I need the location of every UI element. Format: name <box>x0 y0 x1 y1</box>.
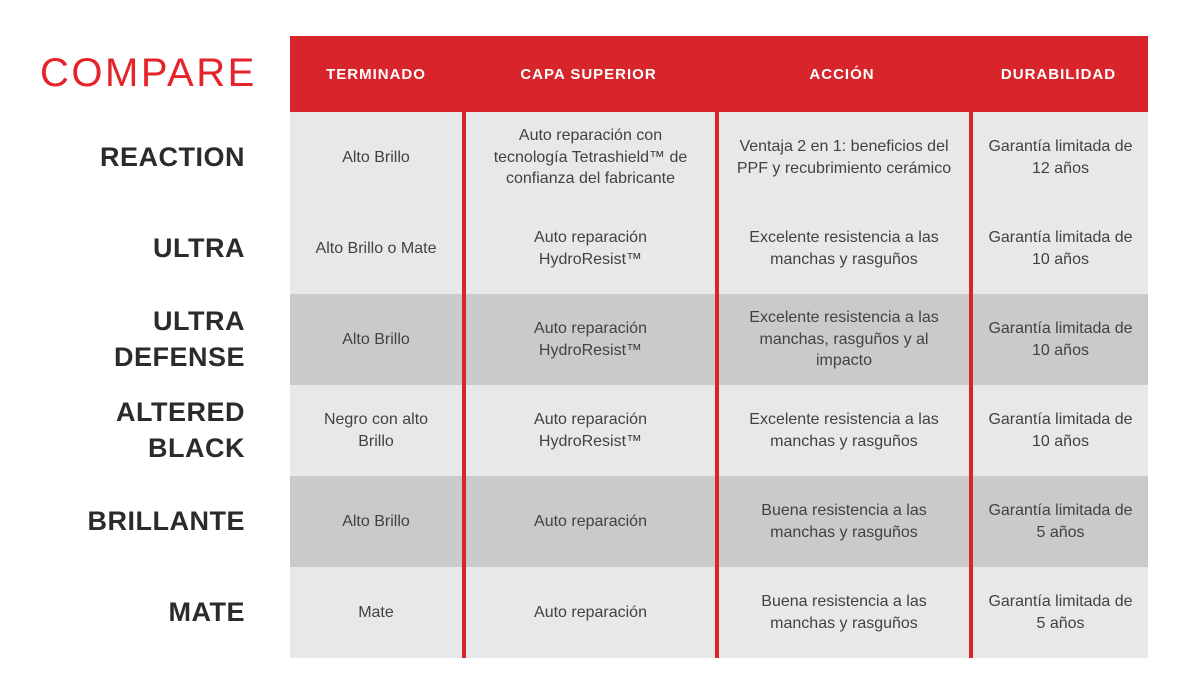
cell-reaction-accion: Ventaja 2 en 1: beneficios del PPF y recubrimiento cerámico <box>715 112 969 203</box>
cell-mate-capa-superior: Auto reparación <box>462 567 715 658</box>
cell-brillante-capa-superior: Auto reparación <box>462 476 715 567</box>
cell-mate-durabilidad: Garantía limitada de 5 años <box>969 567 1148 658</box>
table-row-altered-black <box>290 385 1148 476</box>
product-name: ALTERED BLACK <box>116 397 245 463</box>
column-header-durabilidad: DURABILIDAD <box>1000 65 1117 83</box>
product-name: REACTION <box>100 141 245 172</box>
column-header-capa-superior: CAPA SUPERIOR <box>520 65 657 83</box>
row-label-ultra <box>0 203 245 294</box>
cell-ultra-durabilidad: Garantía limitada de 10 años <box>969 203 1148 294</box>
product-name: BRILLANTE <box>87 505 245 536</box>
table-header-row <box>290 36 1148 112</box>
cell-mate-accion: Buena resistencia a las manchas y rasguños <box>715 567 969 658</box>
cell-brillante-durabilidad: Garantía limitada de 5 años <box>969 476 1148 567</box>
cell-ultra-capa-superior: Auto reparación HydroResist™ <box>462 203 715 294</box>
table-row-reaction <box>290 112 1148 203</box>
page-title: COMPARE <box>40 51 257 95</box>
comparison-table <box>290 36 1148 658</box>
row-label-altered-black <box>0 385 245 476</box>
cell-altered-black-capa-superior: Auto reparación HydroResist™ <box>462 385 715 476</box>
column-header-terminado: TERMINADO <box>326 65 426 83</box>
product-name: MATE <box>168 596 245 627</box>
row-label-ultra-defense <box>0 294 245 385</box>
product-name: ULTRA <box>153 232 245 263</box>
row-label-mate <box>0 567 245 658</box>
cell-reaction-durabilidad: Garantía limitada de 12 años <box>969 112 1148 203</box>
cell-altered-black-accion: Excelente resistencia a las manchas y rasguños <box>715 385 969 476</box>
cell-ultra-defense-durabilidad: Garantía limitada de 10 años <box>969 294 1148 385</box>
cell-altered-black-terminado: Negro con alto Brillo <box>290 385 462 476</box>
cell-ultra-defense-capa-superior: Auto reparación HydroResist™ <box>462 294 715 385</box>
cell-ultra-accion: Excelente resistencia a las manchas y rasguños <box>715 203 969 294</box>
row-label-brillante <box>0 476 245 567</box>
cell-brillante-accion: Buena resistencia a las manchas y rasguños <box>715 476 969 567</box>
cell-ultra-defense-terminado: Alto Brillo <box>290 294 462 385</box>
cell-ultra-defense-accion: Excelente resistencia a las manchas, rasguños y al impacto <box>715 294 969 385</box>
cell-reaction-terminado: Alto Brillo <box>290 112 462 203</box>
cell-altered-black-durabilidad: Garantía limitada de 10 años <box>969 385 1148 476</box>
table-row-ultra <box>290 203 1148 294</box>
row-label-reaction <box>0 112 245 203</box>
table-row-brillante <box>290 476 1148 567</box>
product-name: ULTRA DEFENSE <box>113 306 245 372</box>
cell-brillante-terminado: Alto Brillo <box>290 476 462 567</box>
cell-ultra-terminado: Alto Brillo o Mate <box>290 203 462 294</box>
cell-reaction-capa-superior: Auto reparación con tecnología Tetrashield™ de confianza del fabricante <box>462 112 715 203</box>
table-row-mate <box>290 567 1148 658</box>
cell-mate-terminado: Mate <box>290 567 462 658</box>
column-header-accion: ACCIÓN <box>809 65 875 83</box>
table-row-ultra-defense <box>290 294 1148 385</box>
